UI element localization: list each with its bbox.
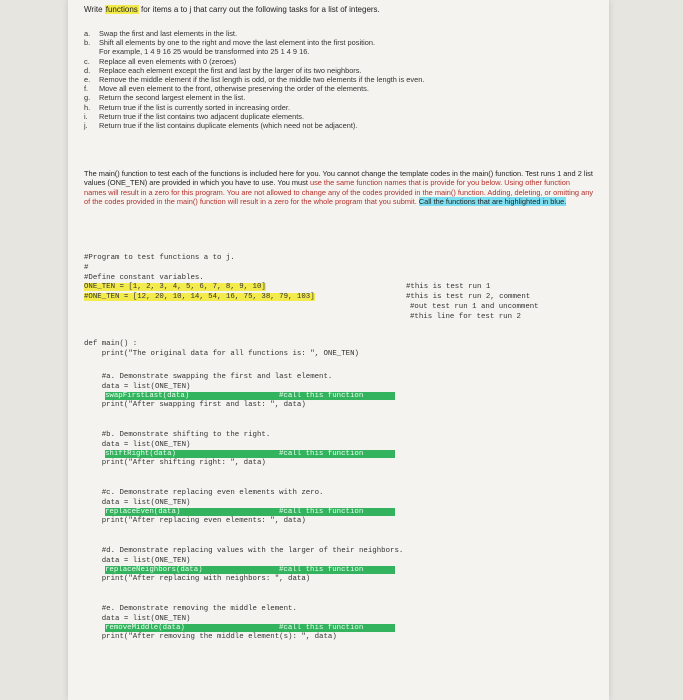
page-title	[84, 5, 594, 14]
title-suffix: for items a to j that carry out the following tasks for a list of integers.	[138, 5, 380, 14]
list-item: b. Shift all elements by one to the right and move the last element into the first position.	[84, 38, 376, 48]
test-run-2-code: #ONE_TEN = [12, 20, 10, 14, 54, 16, 75, 38, 79, 103]	[84, 293, 315, 301]
title-highlight: functions	[105, 5, 138, 14]
code-comment: #this line for test run 2	[410, 313, 521, 321]
main-def: def main() :	[84, 340, 138, 348]
replace-neighbors-call: replaceNeighbors(data)	[105, 566, 203, 574]
task-list	[84, 29, 424, 130]
section-d-print: print("After replacing with neighbors: ", data)	[84, 575, 311, 583]
section-e-comment: #e. Demonstrate removing the middle element.	[84, 605, 297, 613]
section-a-data: data = list(ONE_TEN)	[84, 383, 191, 391]
section-c-call-line: replaceEven(data) #call this function	[105, 508, 395, 516]
instructions-paragraph: The main() function to test each of the functions is included here for you. You cannot change the template codes in the main() function. Test runs 1 and 2 list values (ONE_TEN) are provided in which you have to use. You must use the same function names that is provide for you below. Using other function names will result in a zero for this program. You are not allowed to change any of the codes provided in the main() function. Adding, deleting, or omitting any of the codes provided in the main() function will result in a zero for the whole program that you submit. Call the functions that are highlighted in blue.	[84, 169, 594, 207]
section-c-print: print("After replacing even elements: ", data)	[84, 517, 306, 525]
blue-highlight-note: Call the functions that are highlighted in blue.	[418, 197, 567, 207]
list-item: g. Return the second largest element in the list.	[84, 93, 246, 103]
section-d-call-line: replaceNeighbors(data) #call this function	[105, 566, 395, 574]
shift-right-call: shiftRight(data)	[105, 450, 176, 458]
warning-text: use the same function names that is provide for you below. Using other function names will result in a zero for this program. You are not allowed to change any of the codes provided in the main() function. Adding, deleting, or omitting any of the codes provided in the main() function will result in a zero for the whole program that you submit.	[84, 178, 594, 207]
code-comment: #Define constant variables.	[84, 274, 204, 282]
remove-middle-call: removeMiddle(data)	[105, 624, 185, 632]
code-comment: #out test run 1 and uncomment	[410, 303, 539, 311]
replace-even-call: replaceEven(data)	[105, 508, 181, 516]
list-item: i. Return true if the list contains two adjacent duplicate elements.	[84, 111, 304, 121]
list-item: c. Replace all even elements with 0 (zeroes)	[84, 56, 237, 66]
code-comment: #this is test run 1	[406, 283, 491, 291]
list-item: For example, 1 4 9 16 25 would be transformed into 25 1 4 9 16.	[99, 47, 310, 57]
section-a-print: print("After swapping first and last: ", data)	[84, 401, 306, 409]
section-a-call-line: swapFirstLast(data) #call this function	[105, 392, 395, 400]
list-item: h. Return true if the list is currently sorted in increasing order.	[84, 102, 291, 112]
section-c-data: data = list(ONE_TEN)	[84, 499, 191, 507]
section-e-call-line: removeMiddle(data) #call this function	[105, 624, 395, 632]
section-d-comment: #d. Demonstrate replacing values with the larger of their neighbors.	[84, 547, 404, 555]
section-d-data: data = list(ONE_TEN)	[84, 557, 191, 565]
section-b-print: print("After shifting right: ", data)	[84, 459, 266, 467]
section-a-comment: #a. Demonstrate swapping the first and last element.	[84, 373, 333, 381]
section-e-data: data = list(ONE_TEN)	[84, 615, 191, 623]
main-print-original: print("The original data for all functions is: ", ONE_TEN)	[84, 350, 359, 358]
code-comment: #this is test run 2, comment	[406, 293, 531, 301]
swap-first-last-call: swapFirstLast(data)	[105, 392, 190, 400]
list-item: a. Swap the first and last elements in the list.	[84, 29, 238, 38]
list-item: e. Remove the middle element if the list length is odd, or the middle two elements if the length is even.	[84, 75, 425, 85]
code-comment: #	[84, 264, 89, 272]
list-item: f. Move all even element to the front, otherwise preserving the order of the elements.	[84, 84, 369, 94]
section-b-call-line: shiftRight(data) #call this function	[105, 450, 395, 458]
title-prefix: Write	[84, 5, 105, 14]
section-c-comment: #c. Demonstrate replacing even elements with zero.	[84, 489, 324, 497]
code-comment: #Program to test functions a to j.	[84, 254, 235, 262]
section-b-comment: #b. Demonstrate shifting to the right.	[84, 431, 271, 439]
section-b-data: data = list(ONE_TEN)	[84, 441, 191, 449]
list-item: d. Replace each element except the first and last by the larger of its two neighbors.	[84, 65, 362, 75]
list-item: j. Return true if the list contains duplicate elements (which need not be adjacent).	[84, 121, 358, 131]
test-run-1-code: ONE_TEN = [1, 2, 3, 4, 5, 6, 7, 8, 9, 10]	[84, 283, 266, 291]
section-e-print: print("After removing the middle element(s): ", data)	[84, 633, 337, 641]
